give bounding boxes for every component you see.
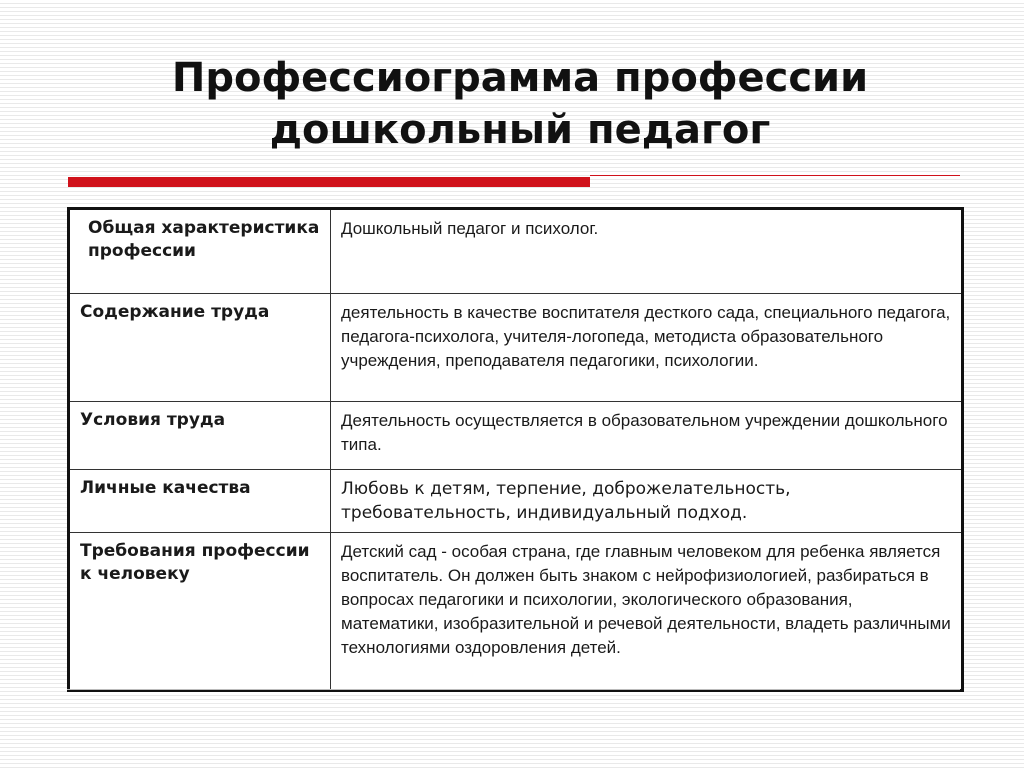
title-underline-bar (68, 177, 590, 187)
row-label: Требования профессии к человеку (69, 533, 331, 691)
row-value: деятельность в качестве воспитателя десткого сада, специального педагога, педагога-психолога, учителя-логопеда, методиста образовательного учреждения, преподавателя педагогики, психологии. (331, 294, 963, 402)
table-row (69, 294, 963, 402)
title-underline-thin-line (590, 175, 960, 176)
table-row (69, 470, 963, 533)
row-value: Детский сад - особая страна, где главным человеком для ребенка является воспитатель. Он должен быть знаком с нейрофизиологией, разбираться в вопросах педагогики и психологии, экологического образования, математики, изобразительной и речевой деятельности, владеть различными технологиями оздоровления детей. (331, 533, 963, 691)
slide-title-line-1: Профессиограмма профессии (171, 55, 869, 101)
footer-divider (67, 689, 960, 690)
row-value: Дошкольный педагог и психолог. (331, 209, 963, 294)
table-row (69, 209, 963, 294)
table-row (69, 533, 963, 691)
row-label: Содержание труда (69, 294, 331, 402)
slide-title-line-2: дошкольный педагог (269, 107, 771, 153)
row-label: Общая характеристика профессии (69, 209, 331, 294)
table-row (69, 402, 963, 470)
row-value: Любовь к детям, терпение, доброжелательность, требовательность, индивидуальный подход. (331, 470, 963, 533)
row-label: Условия труда (69, 402, 331, 470)
profession-table (67, 207, 964, 692)
row-label: Личные качества (69, 470, 331, 533)
row-value: Деятельность осуществляется в образовательном учреждении дошкольного типа. (331, 402, 963, 470)
slide-title (70, 52, 970, 156)
